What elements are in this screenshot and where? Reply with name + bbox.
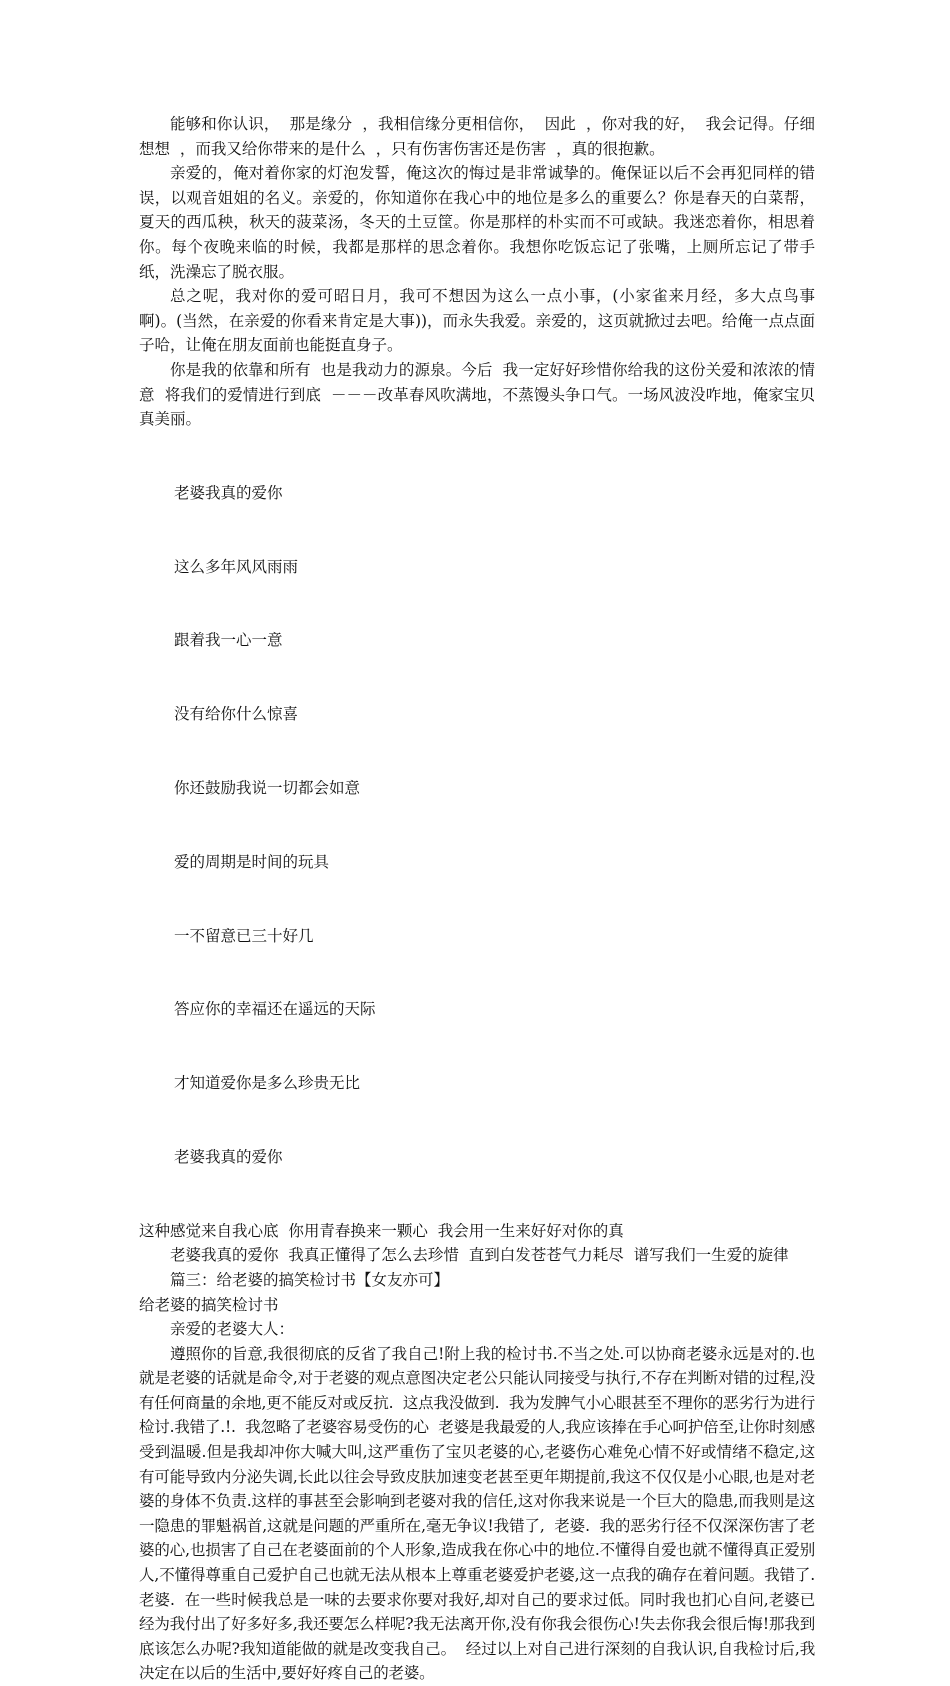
poem-line: 才知道爱你是多么珍贵无比 <box>174 1074 361 1093</box>
poem-block <box>139 432 815 1219</box>
paragraph-intro: 能够和你认识， 那是缘分 ，我相信缘分更相信你， 因此 ，你对我的好， 我会记得。仔细想想 ，而我又给你带来的是什么 ，只有伤害伤害还是伤害 ，真的很抱歉。 <box>139 115 815 158</box>
poem-line: 这么多年风风雨雨 <box>174 557 299 576</box>
document-title: 给老婆的搞笑检讨书 <box>139 1295 279 1314</box>
poem-line: 老婆我真的爱你 <box>174 483 283 502</box>
document-page <box>139 112 825 1686</box>
paragraph-self-criticism: 遵照你的旨意,我很彻底的反省了我自己!附上我的检讨书.不当之处.可以协商老婆永远是对的.也就是老婆的话就是命令,对于老婆的观点意图决定老公只能认同接受与执行,不存在判断对错的过程,没有任何商量的余地,更不能反对或反抗. 这点我没做到. 我为发脾气小心眼甚至不理你的恶劣行为进行检讨.我错了.!. 我忽略了老婆容易受伤的心 老婆是我最爱的人,我应该捧在手心呵护倍至,让你时刻感受到温暖.但是我却冲你大喊大叫,这严重伤了宝贝老婆的心,老婆伤心难免心情不好或情绪不稳定,这有可能导致内分泌失调,长此以往会导致皮肤加速变老甚至更年期提前,我这不仅仅是小心眼,也是对老婆的身体不负责.这样的事甚至会影响到老婆对我的信任,这对你我来说是一个巨大的隐患,而我则是这一隐患的罪魁祸首,这就是问题的严重所在,毫无争议!我错了, 老婆. 我的恶劣行径不仅深深伤害了老婆的心,也损害了自己在老婆面前的个人形象,造成我在你心中的地位.不懂得自爱也就不懂得真正爱别人,不懂得尊重自己爱护自己也就无法从根本上尊重老婆爱护老婆,这一点我的确存在着问题。我错了. 老婆. 在一些时候我总是一味的去要求你要对我好,却对自己的要求过低。同时我也扪心自问,老婆已经为我付出了好多好多,我还要怎么样呢?我无法离开你,没有你我会很伤心!失去你我会很后悔!那我到底该怎么办呢?我知道能做的就是改变我自己。 经过以上对自己进行深刻的自我认识,自我检讨后,我决定在以后的生活中,要好好疼自己的老婆。 <box>139 1344 825 1683</box>
line-feeling: 这种感觉来自我心底 你用青春换来一颗心 我会用一生来好好对你的真 <box>139 1221 624 1240</box>
poem-line: 老婆我真的爱你 <box>174 1147 283 1166</box>
paragraph-reliance: 你是我的依靠和所有 也是我动力的源泉。今后 我一定好好珍惜你给我的这份关爱和浓浓的情意 将我们的爱情进行到底 －－－改革春风吹满地，不蒸馒头争口气。一场风波没咋地，俺家宝贝真美丽。 <box>139 360 815 429</box>
section-heading: 篇三：给老婆的搞笑检讨书【女友亦可】 <box>170 1270 450 1289</box>
paragraph-vow: 亲爱的，俺对着你家的灯泡发誓，俺这次的悔过是非常诚挚的。俺保证以后不会再犯同样的错误，以观音姐姐的名义。亲爱的，你知道你在我心中的地位是多么的重要么？你是春天的白菜帮，夏天的西瓜秧，秋天的菠菜汤，冬天的土豆筐。你是那样的朴实而不可或缺。我迷恋着你，相思着你。每个夜晚来临的时候，我都是那样的思念着你。我想你吃饭忘记了张嘴，上厕所忘记了带手纸，洗澡忘了脱衣服。 <box>139 164 815 281</box>
poem-line: 跟着我一心一意 <box>174 631 283 650</box>
poem-line: 你还鼓励我说一切都会如意 <box>174 779 361 798</box>
paragraph-love: 老婆我真的爱你 我真正懂得了怎么去珍惜 直到白发苍苍气力耗尽 谱写我们一生爱的旋律 <box>170 1246 789 1265</box>
salutation: 亲爱的老婆大人： <box>170 1320 295 1339</box>
poem-line: 没有给你什么惊喜 <box>174 705 299 724</box>
poem-line: 一不留意已三十好几 <box>174 926 314 945</box>
paragraph-apology: 总之呢，我对你的爱可昭日月，我可不想因为这么一点小事，(小家雀来月经，多大点鸟事啊)。(当然，在亲爱的你看来肯定是大事))，而永失我爱。亲爱的，这页就掀过去吧。给俺一点点面子哈，让俺在朋友面前也能挺直身子。 <box>139 287 815 355</box>
poem-line: 爱的周期是时间的玩具 <box>174 852 330 871</box>
poem-line: 答应你的幸福还在遥远的天际 <box>174 1000 376 1019</box>
